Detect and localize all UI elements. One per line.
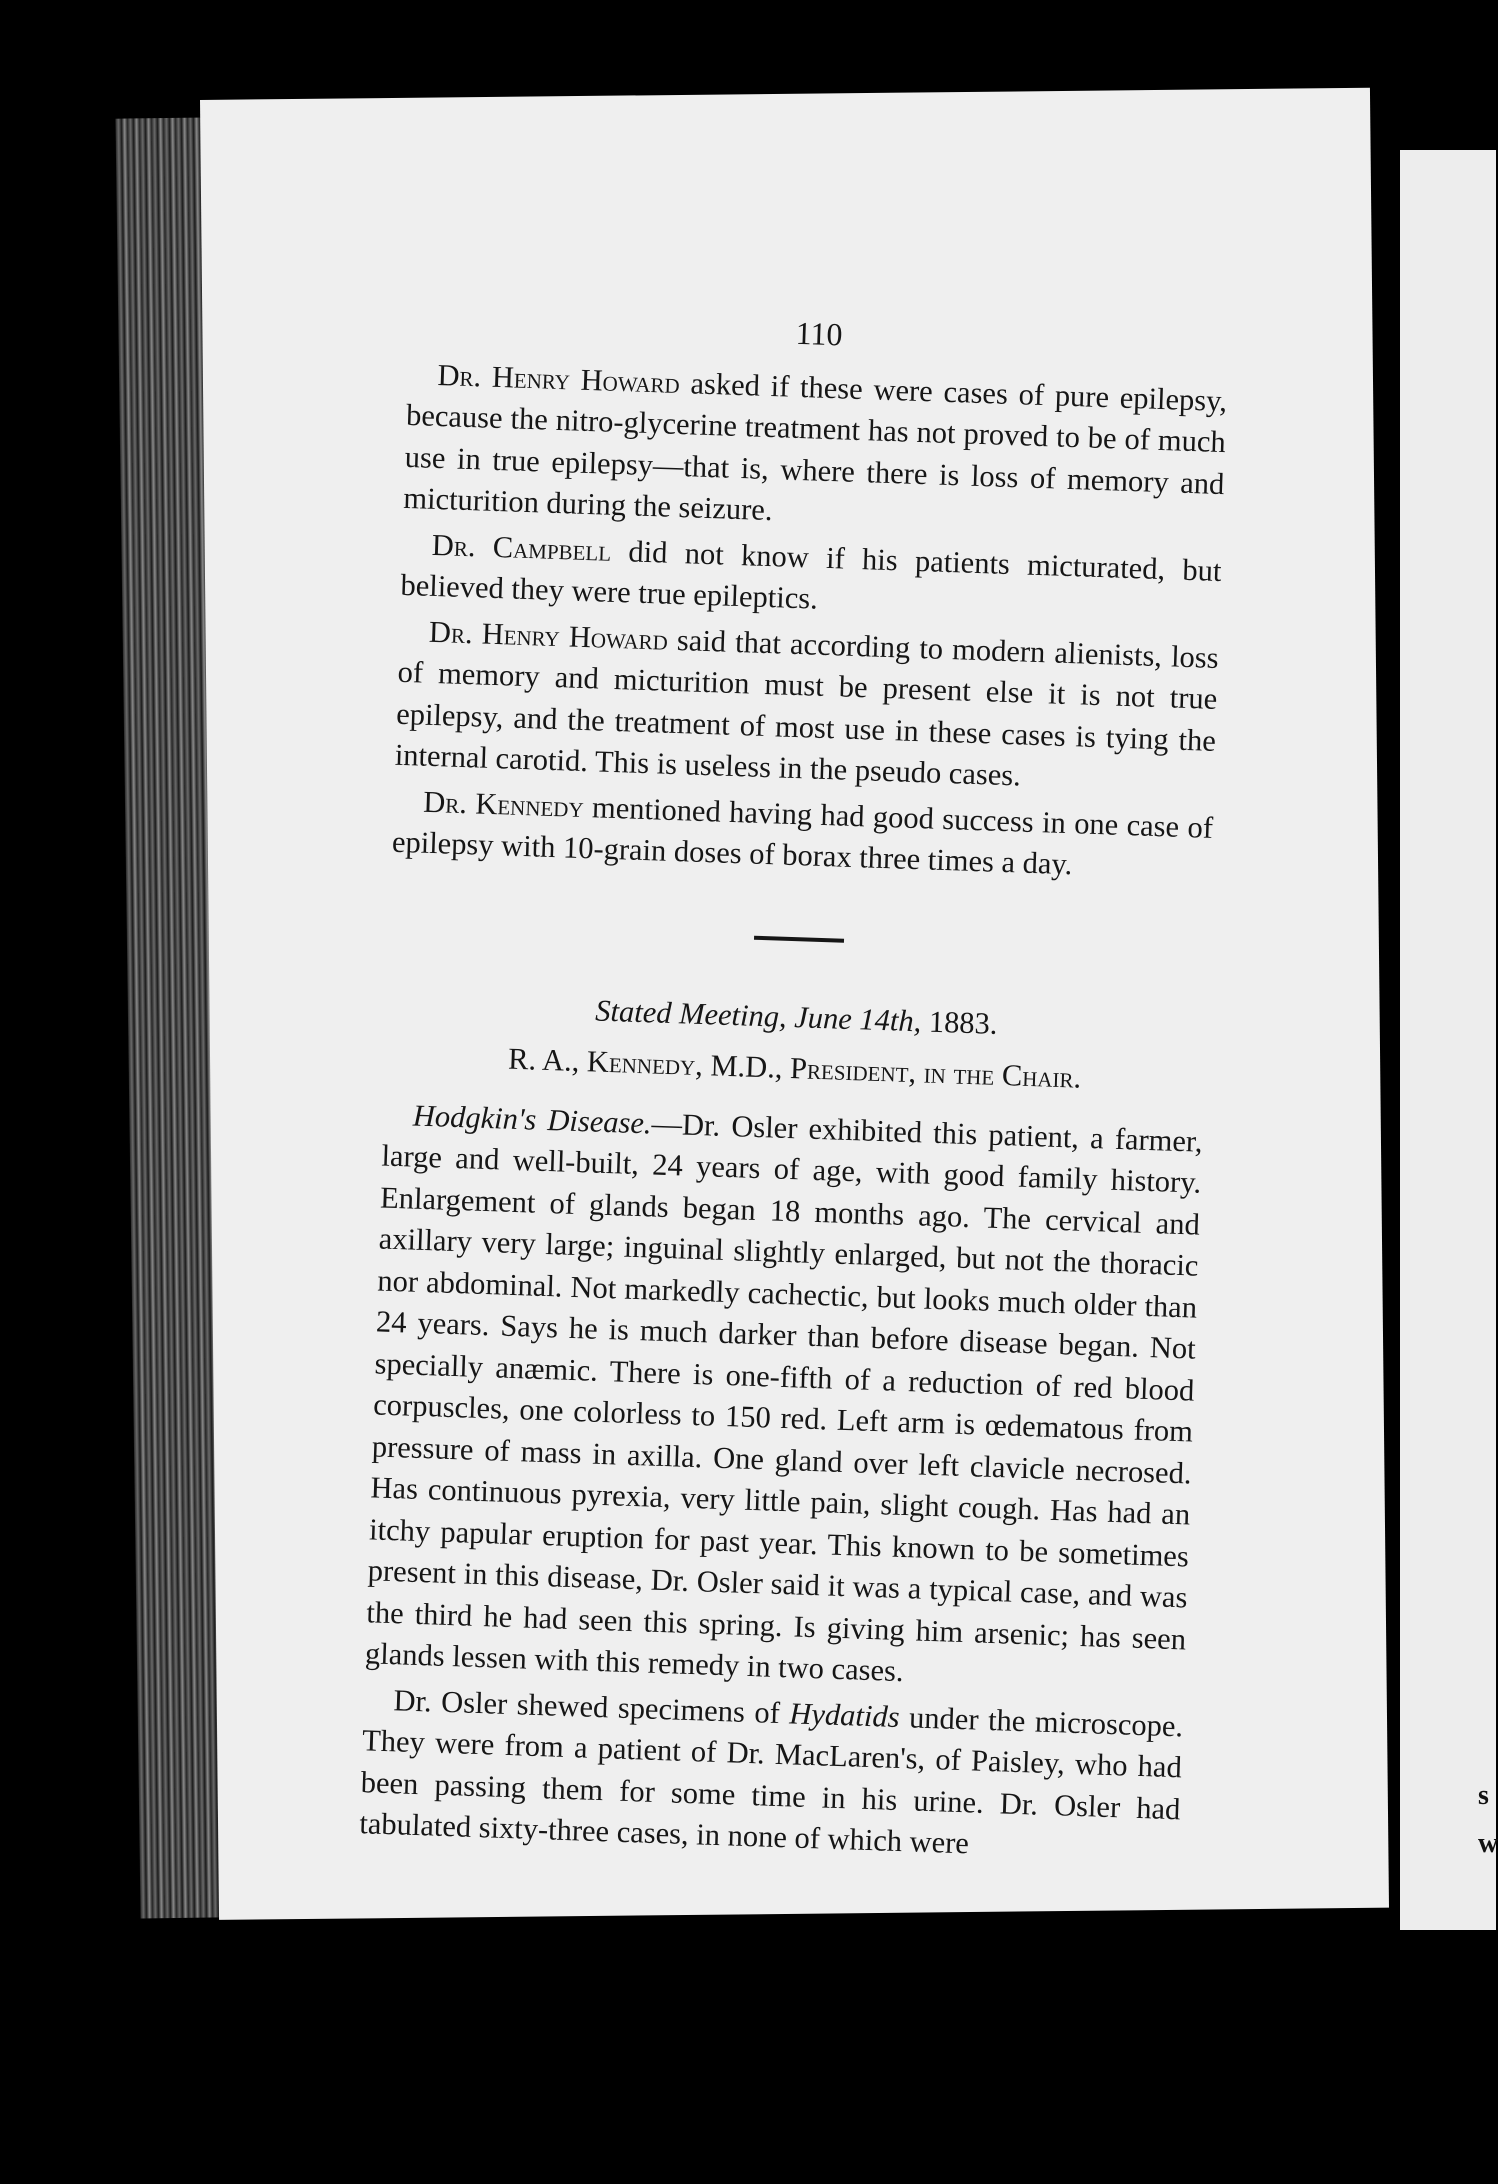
- meeting-year: 1883.: [920, 1003, 999, 1041]
- speaker-name: Dr. Kennedy: [422, 784, 585, 824]
- paragraph-text: mentioned having had good success in one case of epilepsy with 10-grain doses of borax three times a day.: [391, 789, 1214, 882]
- paragraph-text: did not know if his patients micturated, but believed they were true epileptics.: [399, 533, 1223, 616]
- discussion-paragraph: [403, 353, 1228, 546]
- paragraph-text: under the microscope. They were from a patient of Dr. MacLaren's, of Paisley, who had been passing them for some time in his urine. Dr. Osler had tabulated sixty-three cases, in none of which were: [358, 1699, 1184, 1861]
- paragraph-text: —Dr. Osler exhibited this patient, a farmer, large and well-built, 24 years of age, with good family history. Enlargement of glands began 18 months ago. The cervical and axillary very large; inguinal slightly enlarged, but not the thoracic nor abdominal. Not markedly cachectic, but looks much older than 24 years. Says he is much darker than before disease began. Not specially anæmic. There is one-fifth of a reduction of red blood corpuscles, one colorless to 150 red. Left arm is œdematous from pressure of mass in axilla. One gland over left clavicle necrosed. Has continuous pyrexia, very little pain, slight cough. Has had an itchy papular eruption for past year. This known to be sometimes present in this disease, Dr. Osler said it was a typical case, and was the third he had seen this spring. Is giving him arsenic; has seen glands lessen with this remedy in two cases.: [364, 1105, 1204, 1689]
- speaker-name: Dr. Henry Howard: [428, 614, 669, 657]
- facing-page-letter: s: [1478, 1780, 1489, 1811]
- speaker-name: Dr. Henry Howard: [436, 357, 681, 400]
- section-divider: [754, 935, 844, 942]
- case-paragraph: [359, 1679, 1184, 1872]
- meeting-chair: R. A., Kennedy, M.D., President, in the Chair.: [507, 1041, 1082, 1095]
- facing-page: [1400, 150, 1496, 1930]
- case-paragraph: [364, 1094, 1203, 1702]
- facing-page-letter: w: [1478, 1828, 1498, 1859]
- paragraph-lead: Dr. Osler shewed specimens of: [393, 1682, 791, 1730]
- discussion-paragraph: [394, 610, 1219, 803]
- speaker-name: Dr. Campbell: [431, 527, 612, 568]
- facing-page-letters: [1478, 1772, 1498, 1868]
- meeting-title: Stated Meeting, June 14th,: [594, 993, 922, 1038]
- paragraph-text: asked if these were cases of pure epilepsy, because the nitro-glycerine treatment has not proved to be of much use in true epilepsy—that is, where there is loss of memory and micturition during the seizure.: [402, 365, 1228, 528]
- paragraph-text: said that according to modern alienists, loss of memory and micturition must be present else it is not true epilepsy, and the treatment of most use in these cases is tying the internal carotid. This is useless in the pseudo cases.: [394, 622, 1220, 793]
- specimen-term: Hydatids: [788, 1695, 901, 1734]
- case-title: Hodgkin's Disease.: [412, 1098, 653, 1140]
- page-text: [359, 300, 1230, 1876]
- page-number: 110: [795, 314, 844, 353]
